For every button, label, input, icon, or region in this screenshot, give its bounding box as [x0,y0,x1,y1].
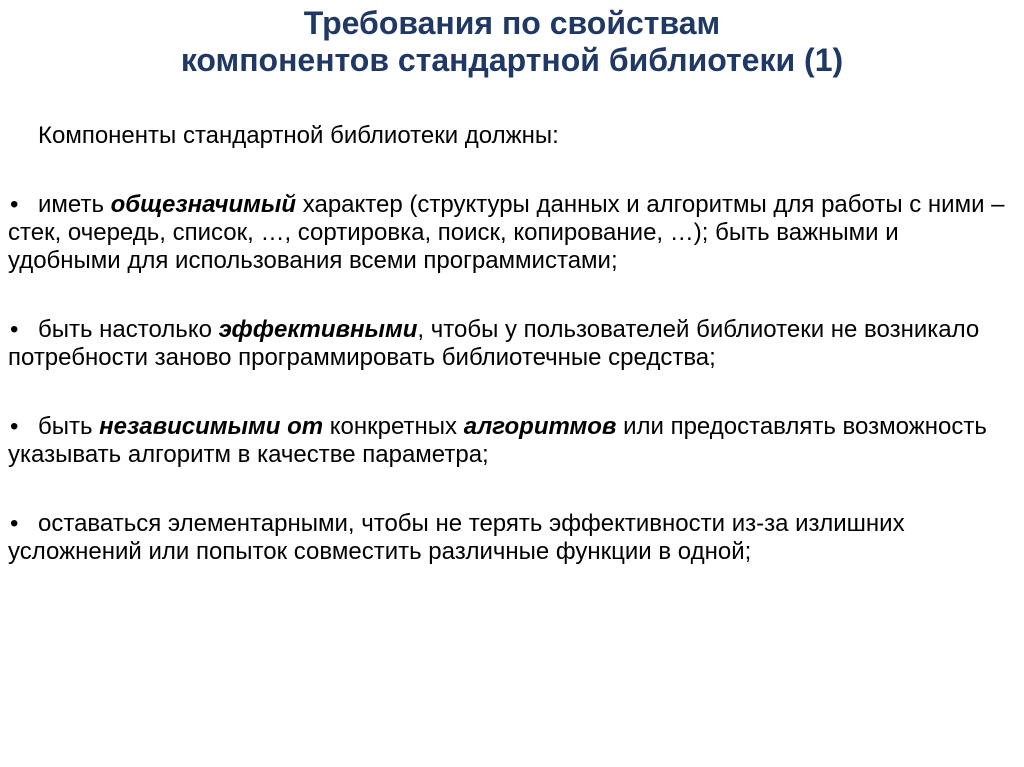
bullet-text: оставаться элементарными, чтобы не терять эффективности из-за излишних усложнений или попыток совместить различные функции в одной; [8,510,905,565]
slide-title-line-2: компонентов стандартной библиотеки (1) [180,42,844,78]
bullet-text: быть настолько эффективными, чтобы у пользователей библиотеки не возникало потребности заново программировать библиотечные средства; [8,316,980,371]
bullet-marker: • [10,413,19,440]
bullet-marker: • [10,316,19,343]
bullet-item-2 [8,316,1016,372]
bullet-text: быть независимыми от конкретных алгоритмов или предоставлять возможность указывать алгоритм в качестве параметра; [8,413,987,468]
slide-title [0,0,1024,79]
bullet-item-4 [8,510,1016,566]
slide-title-line-1: Требования по свойствам [303,5,721,41]
bullet-marker: • [10,191,19,218]
bullet-item-1 [8,191,1016,275]
intro-paragraph: Компоненты стандартной библиотеки должны: [38,122,559,149]
bullet-marker: • [10,510,19,537]
bullet-item-3 [8,413,1016,469]
bullet-text: иметь общезначимый характер (структуры данных и алгоритмы для работы с ними – стек, очередь, список, …, сортировка, поиск, копирование, …); быть важными и удобными для использования всеми программистами; [8,191,1005,274]
slide-body [0,122,1024,566]
